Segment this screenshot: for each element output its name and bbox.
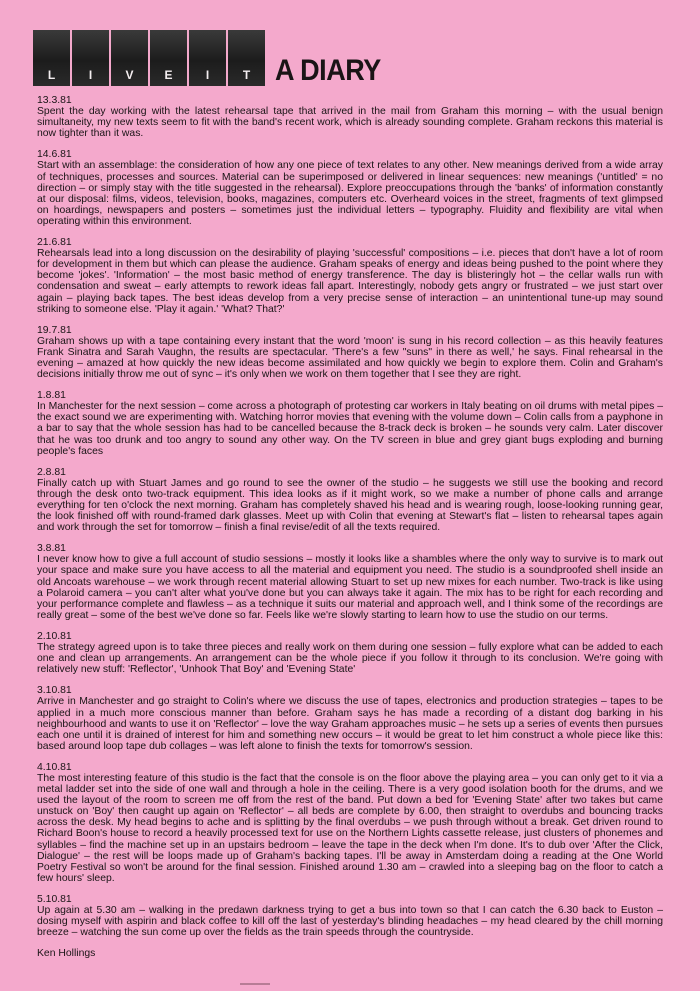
logo-block (72, 30, 109, 86)
logo-letter: T (242, 68, 251, 82)
live-it-logo (33, 30, 267, 86)
entry-date: 3.8.81 (37, 543, 66, 555)
entry-text: Arrive in Manchester and go straight to Colin's where we discuss the use of tapes, electronics and production strategies – tapes to be applied in a much more conscious manner than before. Graham says he has made a recording of a distant dog barking in his neighbourhood and wants to use it on 'Reflector' – love the way Graham approaches music – he sets up a series of events then pursues each one until it is drained of interest for him and something new occurs – it would be great to let him construct a whole piece like this: based around loop tape dub collages – was left alone to finish the texts for tomorrow's session. (37, 696, 663, 752)
entry-date: 4.10.81 (37, 761, 72, 773)
author-credit: Ken Hollings (37, 948, 96, 960)
diary-entry (37, 685, 663, 752)
diary-entry (37, 543, 663, 621)
entry-date: 3.10.81 (37, 685, 72, 697)
entry-text: Graham shows up with a tape containing every instant that the word 'moon' is sung in his record collection – as this heavily features Frank Sinatra and Sarah Vaughn, the results are spectacular. 'There's a few "suns" in there as well,' he says. Final rehearsal in the evening – amazed at how quickly the new ideas become assimilated and how quickly we begin to explore them. Colin and Graham's decisions initially throw me out of sync – it's only when we work on them together that I see they are right. (37, 335, 663, 381)
diary-entry (37, 631, 663, 675)
diary-entry (37, 149, 663, 227)
masthead (33, 30, 393, 86)
diary-entry (37, 390, 663, 457)
entry-text: In Manchester for the next session – come across a photograph of protesting car workers in Italy beating on oil drums with metal pipes – the exact sound we are experimenting with. Watching horror movies that evening with the volume down – Colin calls from a payphone in a bar to say that the whole session has had to be cancelled because the 8-track deck is broken – he sounds very calm. Later discover that he was too drunk and too angry to sound any other way. On the TV screen in blue and grey giant bugs exploding and burning people's faces (37, 401, 663, 457)
diary-entry (37, 894, 663, 938)
entry-date: 19.7.81 (37, 324, 72, 336)
entry-date: 14.6.81 (37, 149, 72, 161)
logo-letter: L (47, 68, 56, 82)
logo-letter: V (125, 68, 134, 82)
diary-entry (37, 95, 663, 139)
entry-text: Start with an assemblage: the consideration of how any one piece of text relates to any other. New meanings derived from a wide array of techniques, processes and sources. Material can be superimposed or delivered in linear sequences: new meanings ('untitled' = no direction – or simply stay with the title suggested in the rehearsal). Explore preoccupations through the 'banks' of information constantly at our disposal: films, videos, television, books, magazines, computers etc. Overheard voices in the street, fragments of text glimpsed on hoardings, newspapers and posters – sometimes just the individual letters – typography. Fluidity and flexibility are vital when operating within this environment. (37, 160, 663, 227)
logo-letter: I (88, 68, 93, 82)
page-title: A DIARY (275, 54, 381, 87)
entry-text: The most interesting feature of this studio is the fact that the console is on the floor above the playing area – you can only get to it via a metal ladder set into the side of one wall and through a hole in the ceiling. There is a very good isolation booth for the drums, and we used the layout of the room to screen me off from the rest of the band. Put down a bed for 'Evening State' after two takes but came unstuck on 'Boy' then caught up again on 'Reflector' – all beds are complete by 6.00, then straight to overdubs and bouncing tracks across the desk. My head begins to ache and is splitting by the final overdubs – we push through without a break. Get driven round to Richard Boon's house to record a heavily processed text for use on the Northern Lights cassette release, just clusters of phonemes and syllables – find the machine set up in an upstairs bedroom – leave the tape in the deck when I'm done. It's to dub over 'After the Click, Dialogue' – the rest will be loops made up of Graham's backing tapes. I'll be away in Amsterdam doing a reading at the One World Poetry Festival so won't be around for the final session. Finished around 1.30 am – crawled into a sleeping bag on the floor to catch a few hours' sleep. (37, 772, 663, 884)
entry-text: The strategy agreed upon is to take three pieces and really work on them during one session – fully explore what can be added to each one and clean up arrangements. An arrangement can be the whole piece if you follow it through to its conclusion. We're going with relatively new stuff: 'Reflector', 'Unhook That Boy' and 'Evening State' (37, 642, 663, 676)
entry-date: 13.3.81 (37, 95, 72, 106)
entry-text: Rehearsals lead into a long discussion on the desirability of playing 'successful' compositions – i.e. pieces that don't have a lot of room for development in them but which can please the audience. Graham speaks of energy and ideas being pushed to the point where they become 'jokes'. 'Information' – the most basic method of energy transference. The day is blisteringly hot – the cellar walls run with condensation and sweat – early attempts to rework ideas fall apart. Interestingly, nobody gets angry or frustrated – we just start over again – playing back tapes. The best ideas develop from a very precise sense of interaction – an unintentional tune-up may sound striking to someone else. 'Play it again.' 'What? That?' (37, 248, 663, 315)
entry-date: 21.6.81 (37, 237, 72, 249)
entry-date: 2.10.81 (37, 630, 72, 642)
entry-date: 1.8.81 (37, 390, 66, 402)
logo-letter: E (164, 68, 173, 82)
logo-letter: I (205, 68, 210, 82)
logo-block (189, 30, 226, 86)
entry-date: 2.8.81 (37, 466, 66, 478)
diary-entry (37, 325, 663, 380)
logo-block (150, 30, 187, 86)
diary-entry (37, 467, 663, 534)
entry-text: Spent the day working with the latest rehearsal tape that arrived in the mail from Graham this morning – with the usual benign simultaneity, my new texts seem to fit with the band's recent work, which is already sounding complete. Graham reckons this material is now tighter than it was. (37, 106, 663, 140)
logo-block (228, 30, 265, 86)
diary-entries (37, 95, 663, 960)
entry-date: 5.10.81 (37, 893, 72, 905)
diary-entry (37, 237, 663, 315)
entry-text: I never know how to give a full account of studio sessions – mostly it looks like a shambles where the only way to survive is to mark out your space and make sure you have access to all the material and equipment you need. The studio is a soundproofed shell inside an old Ancoats warehouse – we work through recent material allowing Stuart to set up new mixes for each number. Two-track is like using a Polaroid camera – you can't alter what you've done but you can always take it again. The mix has to be right for each recording and your performance complete and flawless – as a technique it suits our material and approach well, and I think some of the recordings are really great – some of the best we've done so far. Feels like we're slowly starting to learn how to use the studio on our terms. (37, 554, 663, 621)
logo-block (111, 30, 148, 86)
entry-text: Up again at 5.30 am – walking in the predawn darkness trying to get a bus into town so that I can catch the 6.30 back to Euston – dosing myself with aspirin and black coffee to kill off the last of yesterday's blinding headaches – my head cleared by the chill morning breeze – watching the sun come up over the fields as the train speeds through the countryside. (37, 905, 663, 939)
entry-text: Finally catch up with Stuart James and go round to see the owner of the studio – he suggests we still use the booking and record through the desk onto two-track equipment. This idea looks as if it might work, so we make a number of phone calls and arrange everything for ten o'clock the next morning. Graham has completely shaved his head and is wearing rough, loose-looking running gear, the look finished off with round-framed dark glasses. Meet up with Colin that evening at Stewart's flat – listen to rehearsal tapes again and work through the set for tomorrow – finish a final revise/edit of all the texts required. (37, 477, 663, 534)
logo-block (33, 30, 70, 86)
diary-entry (37, 762, 663, 884)
page-mark (240, 983, 270, 985)
